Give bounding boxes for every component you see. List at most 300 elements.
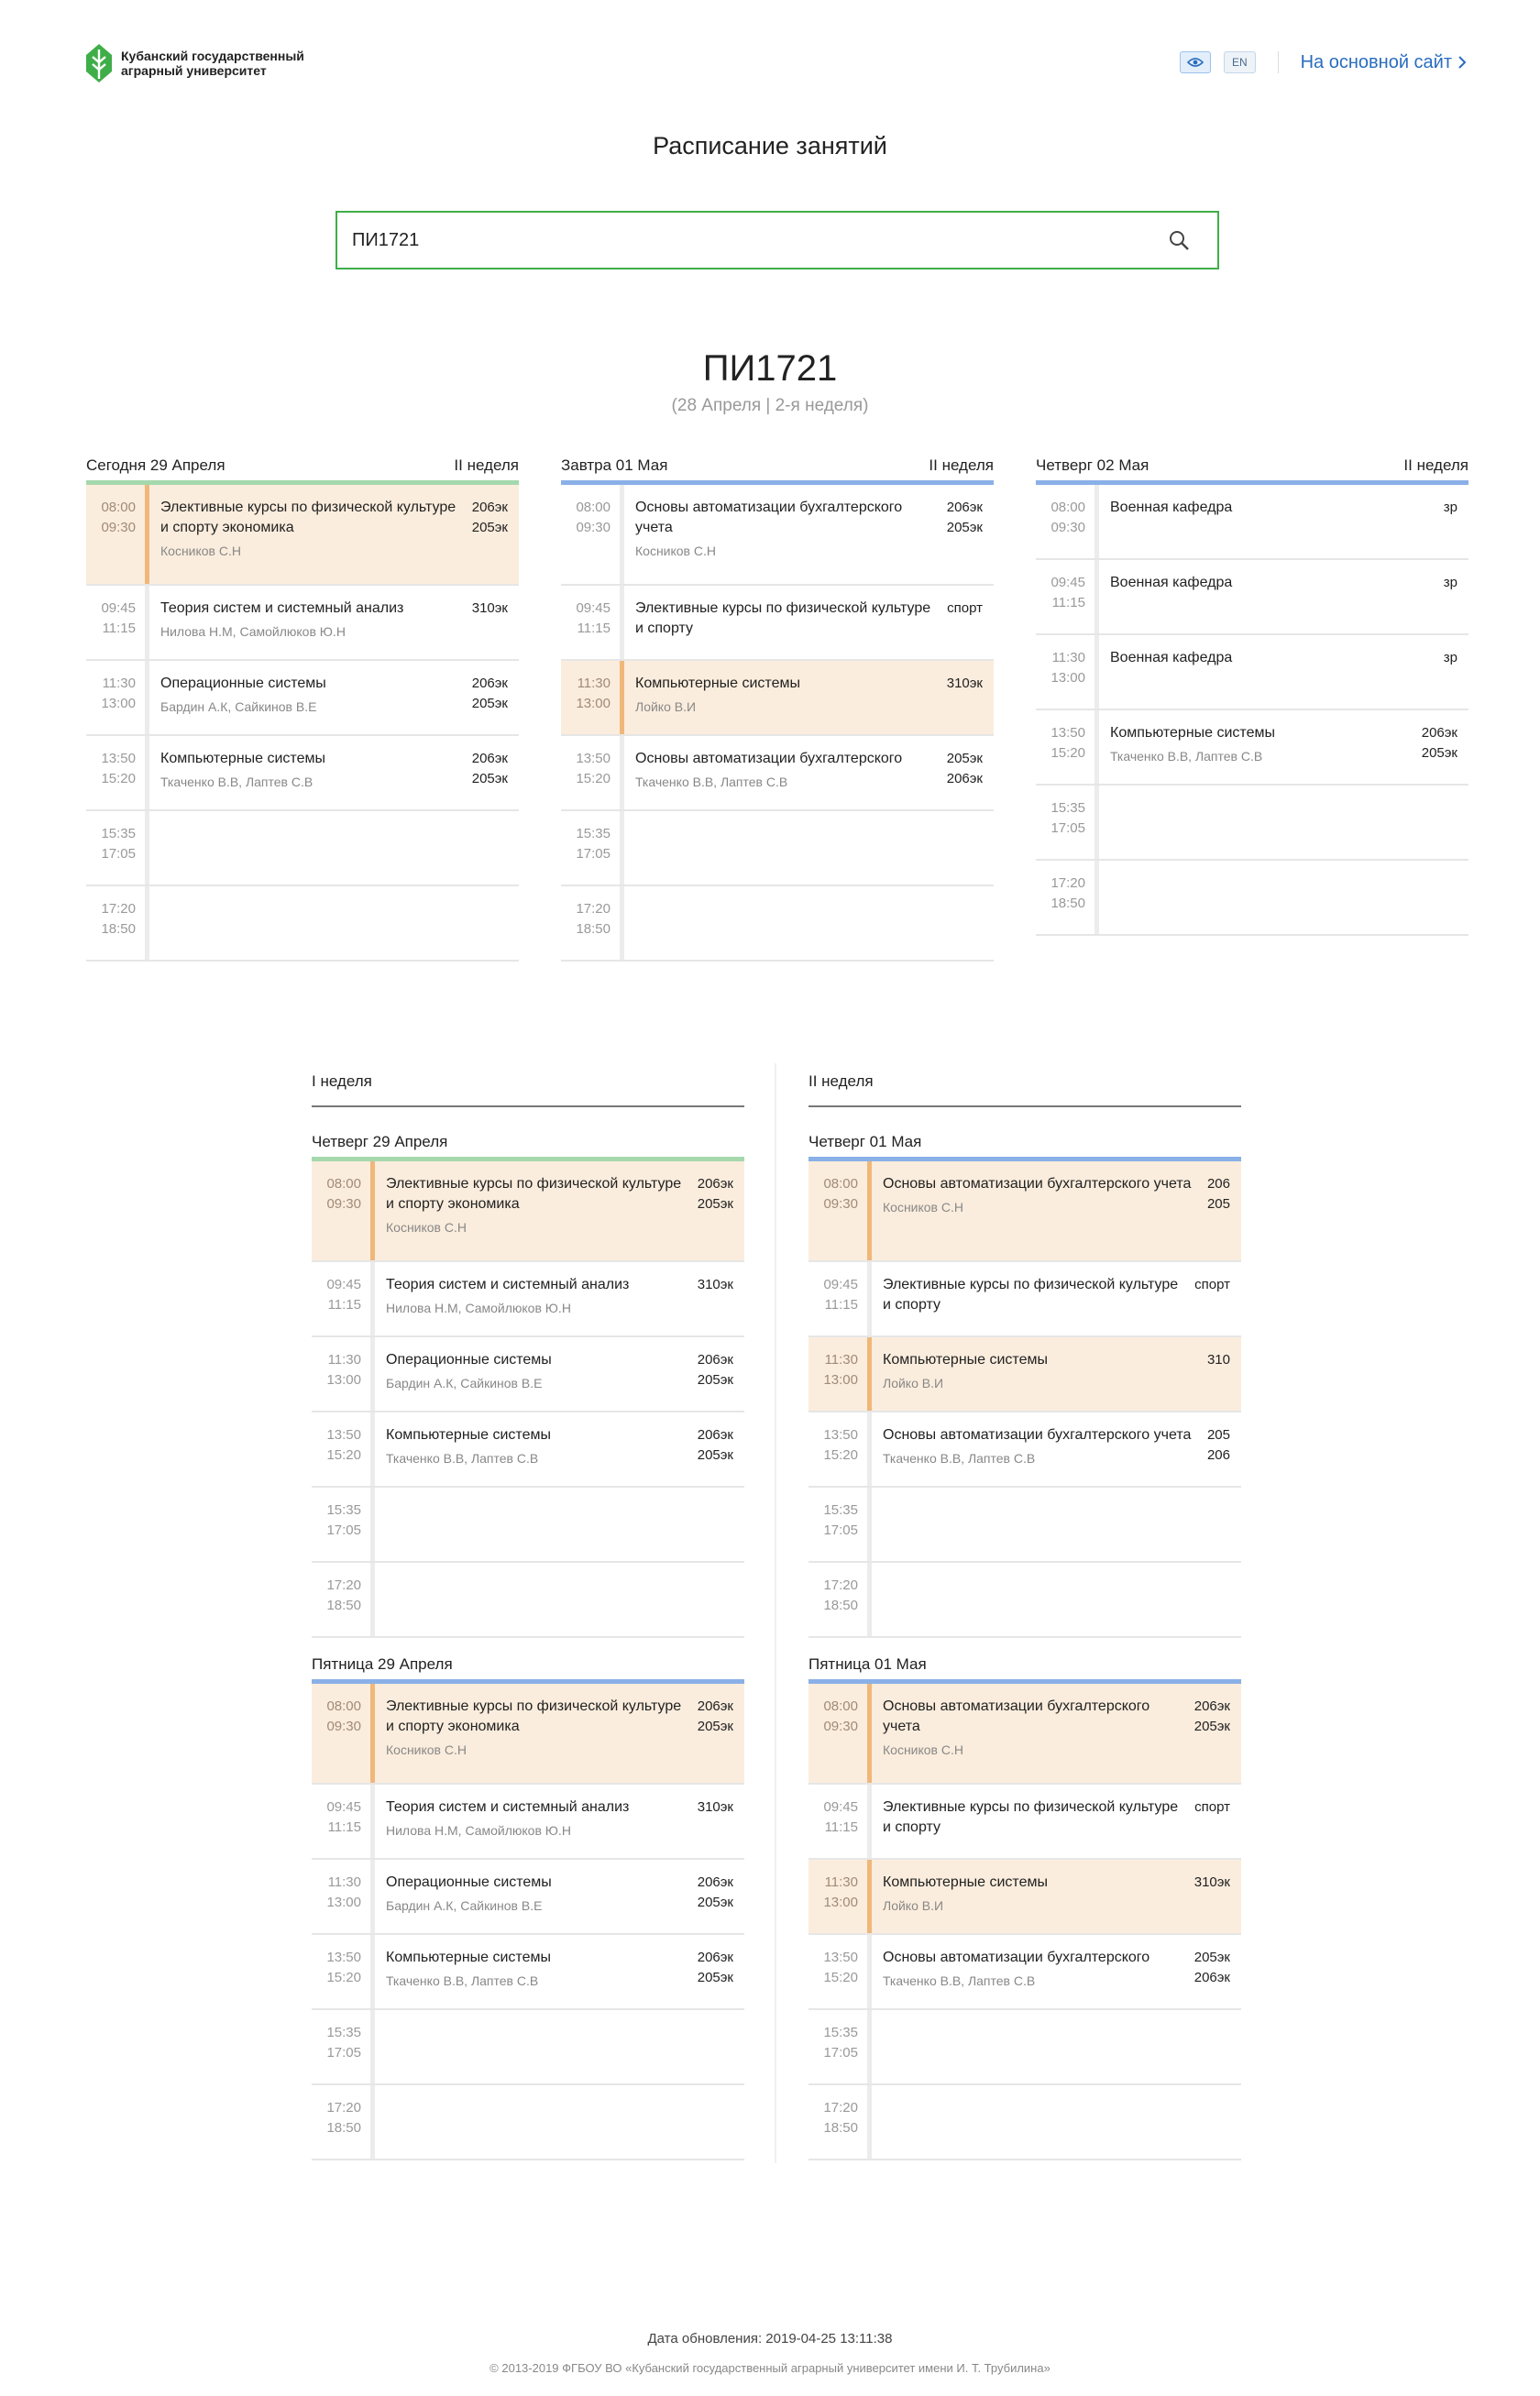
lesson-time: [808, 1684, 867, 1783]
lesson-start-time: 15:35: [823, 1502, 858, 1518]
lesson-content: [375, 1563, 744, 1636]
lesson-start-time: 13:50: [823, 1427, 858, 1443]
lesson-row: [312, 1337, 744, 1412]
lesson-row: [1036, 635, 1468, 710]
lesson-content: [1099, 861, 1468, 934]
empty-lesson-row: [86, 886, 519, 962]
lesson-subject: Компьютерные системы: [635, 676, 800, 691]
lesson-content: [149, 886, 519, 960]
lesson-rooms: 206эк 205эк: [1421, 725, 1458, 761]
lesson-time: [561, 661, 620, 734]
lesson-content: [1099, 786, 1468, 859]
lesson-rooms: 206эк 205эк: [697, 1874, 733, 1910]
lesson-time: [1036, 786, 1094, 859]
empty-lesson-row: [561, 811, 994, 886]
lesson-start-time: 15:35: [576, 826, 610, 841]
lesson-start-time: 08:00: [326, 1698, 361, 1714]
lesson-teacher: Лойко В.И: [883, 1376, 944, 1390]
chevron-right-icon: [1458, 55, 1467, 70]
lesson-time: [808, 1860, 867, 1933]
lesson-content: [872, 1860, 1194, 1933]
lesson-teacher: Косников С.Н: [386, 1742, 467, 1757]
lesson-row: [808, 1860, 1241, 1935]
day-schedule: [808, 1654, 1241, 2160]
lesson-content: [375, 1412, 698, 1486]
lesson-time: [808, 1412, 867, 1486]
lesson-start-time: 17:20: [823, 2100, 858, 2116]
lesson-content: [375, 1860, 698, 1933]
day-header: [808, 1654, 1241, 1679]
lesson-start-time: 11:30: [327, 1352, 361, 1368]
lesson-start-time: 09:45: [101, 600, 136, 616]
lesson-time: [312, 1412, 370, 1486]
day-title: Сегодня 29 Апреля: [86, 456, 226, 474]
lesson-teacher: Косников С.Н: [635, 544, 716, 558]
lesson-time: [86, 661, 145, 734]
lesson-row: [808, 1337, 1241, 1412]
lesson-teacher: Нилова Н.М, Самойлюков Ю.Н: [386, 1301, 571, 1315]
lesson-start-time: 17:20: [326, 1577, 361, 1593]
lesson-time: [808, 1488, 867, 1561]
lesson-subject: Основы автоматизации бухгалтерского учета: [883, 1176, 1192, 1192]
lesson-end-time: 17:05: [823, 2045, 858, 2061]
day-week-label: II неделя: [929, 456, 994, 474]
lesson-row: [808, 1262, 1241, 1337]
search-box: [336, 211, 1219, 269]
lesson-end-time: 18:50: [823, 2120, 858, 2136]
lesson-content: [872, 1262, 1194, 1335]
week-underline: [808, 1105, 1241, 1107]
lesson-subject: Элективные курсы по физической культуре и спорту экономика: [160, 500, 456, 535]
lesson-end-time: 09:30: [823, 1196, 858, 1212]
lesson-start-time: 17:20: [101, 901, 136, 917]
lesson-subject: Военная кафедра: [1110, 575, 1233, 590]
lesson-row: [1036, 710, 1468, 786]
lesson-teacher: Бардин А.К, Сайкинов В.Е: [386, 1376, 543, 1390]
lesson-start-time: 08:00: [576, 500, 610, 515]
lesson-end-time: 17:05: [326, 1522, 361, 1538]
lesson-row: [312, 1262, 744, 1337]
lesson-start-time: 17:20: [1050, 875, 1085, 891]
day-header: [312, 1131, 744, 1157]
lesson-time: [312, 1337, 370, 1411]
lesson-time: [808, 2010, 867, 2083]
lesson-start-time: 15:35: [101, 826, 136, 841]
lesson-end-time: 17:05: [823, 1522, 858, 1538]
lesson-content: [375, 1684, 698, 1783]
lesson-row: [561, 485, 994, 586]
lesson-start-time: 08:00: [823, 1698, 858, 1714]
lesson-rooms: 205эк 206эк: [1194, 1950, 1230, 1985]
lesson-subject: Элективные курсы по физической культуре и спорту: [883, 1277, 1179, 1313]
lesson-content: [872, 1161, 1207, 1260]
lesson-start-time: 15:35: [823, 2025, 858, 2040]
lesson-row: [86, 485, 519, 586]
logo-line-2: аграрный университет: [121, 63, 267, 78]
lesson-subject: Компьютерные системы: [883, 1874, 1048, 1890]
lesson-end-time: 13:00: [823, 1895, 858, 1910]
lesson-row: [86, 586, 519, 661]
lesson-rooms: спорт: [1194, 1799, 1230, 1815]
day-schedule: [312, 1131, 744, 1638]
day-title: Четверг 01 Мая: [808, 1133, 922, 1150]
lesson-content: [1099, 710, 1422, 784]
lesson-time: [561, 886, 620, 960]
lesson-time: [561, 736, 620, 809]
lesson-time: [561, 586, 620, 659]
lesson-end-time: 15:20: [326, 1447, 361, 1463]
lesson-time: [86, 811, 145, 885]
lesson-end-time: 17:05: [1050, 820, 1085, 836]
day-schedule: [86, 455, 519, 962]
lesson-content: [1099, 635, 1444, 709]
group-subtitle: (28 Апреля | 2-я неделя): [671, 396, 869, 415]
lesson-start-time: 09:45: [1050, 575, 1085, 590]
main-site-link[interactable]: [1301, 52, 1467, 73]
lesson-teacher: Ткаченко В.В, Лаптев С.В: [386, 1451, 539, 1466]
day-schedule: [1036, 455, 1468, 936]
lesson-row: [1036, 485, 1468, 560]
lesson-content: [149, 661, 472, 734]
lesson-content: [375, 2085, 744, 2159]
lesson-time: [312, 2085, 370, 2159]
lesson-time: [808, 1262, 867, 1335]
lesson-row: [808, 1684, 1241, 1785]
lesson-row: [808, 1785, 1241, 1860]
lesson-teacher: Лойко В.И: [635, 699, 697, 714]
lesson-end-time: 18:50: [576, 921, 610, 937]
lesson-rooms: 205 206: [1206, 1427, 1230, 1463]
day-header: [312, 1654, 744, 1679]
lesson-start-time: 09:45: [326, 1799, 361, 1815]
lesson-start-time: 13:50: [576, 751, 610, 766]
lesson-content: [149, 811, 519, 885]
lesson-start-time: 08:00: [1050, 500, 1085, 515]
lesson-time: [808, 1337, 867, 1411]
empty-lesson-row: [808, 2085, 1241, 2160]
lesson-content: [375, 1161, 698, 1260]
page-title: Расписание занятий: [653, 132, 887, 159]
lesson-start-time: 11:30: [577, 676, 610, 691]
lesson-time: [312, 1684, 370, 1783]
lesson-end-time: 15:20: [576, 771, 610, 786]
logo-line-1: Кубанский государственный: [121, 49, 304, 63]
week-label: II неделя: [808, 1072, 874, 1090]
empty-lesson-row: [312, 2010, 744, 2085]
lesson-teacher: Косников С.Н: [386, 1220, 467, 1235]
lesson-end-time: 15:20: [1050, 745, 1085, 761]
lesson-row: [561, 586, 994, 661]
lesson-end-time: 13:00: [101, 696, 136, 711]
lesson-content: [872, 1488, 1241, 1561]
lesson-content: [149, 485, 472, 584]
lesson-subject: Элективные курсы по физической культуре и спорту: [635, 600, 931, 636]
lesson-row: [86, 736, 519, 811]
lesson-rooms: 206эк 205эк: [697, 1427, 733, 1463]
day-week-label: II неделя: [1403, 456, 1468, 474]
lesson-rooms: зр: [1443, 500, 1458, 515]
lesson-content: [1099, 560, 1444, 633]
search-icon[interactable]: [1168, 229, 1190, 251]
lesson-end-time: 18:50: [326, 1598, 361, 1613]
lesson-time: [86, 485, 145, 584]
lesson-end-time: 15:20: [326, 1970, 361, 1985]
lesson-content: [149, 736, 472, 809]
empty-lesson-row: [86, 811, 519, 886]
lesson-content: [624, 886, 994, 960]
lesson-content: [624, 485, 947, 584]
lesson-end-time: 11:15: [327, 1297, 361, 1313]
lesson-row: [312, 1412, 744, 1488]
lesson-content: [375, 2010, 744, 2083]
lesson-content: [624, 736, 947, 809]
lesson-content: [872, 1935, 1194, 2008]
lesson-rooms: 206эк 205эк: [697, 1176, 733, 1212]
lesson-teacher: Бардин А.К, Сайкинов В.Е: [160, 699, 317, 714]
day-schedule: [312, 1654, 744, 2160]
empty-lesson-row: [312, 1563, 744, 1638]
lesson-content: [624, 661, 947, 734]
accessibility-button[interactable]: [1180, 51, 1211, 73]
lesson-content: [872, 1563, 1241, 1636]
lesson-content: [872, 1412, 1207, 1486]
day-title: Четверг 02 Мая: [1036, 456, 1150, 474]
lesson-content: [149, 586, 472, 659]
lesson-time: [808, 1935, 867, 2008]
leaf-logo-icon: [84, 42, 114, 84]
lesson-content: [872, 1684, 1194, 1783]
lesson-end-time: 18:50: [101, 921, 136, 937]
week-underline: [312, 1105, 744, 1107]
lesson-time: [312, 1563, 370, 1636]
lesson-time: [1036, 861, 1094, 934]
lesson-row: [312, 1935, 744, 2010]
lesson-row: [808, 1935, 1241, 2010]
lesson-time: [1036, 635, 1094, 709]
main-site-link-label: На основной сайт: [1300, 51, 1452, 72]
lesson-subject: Основы автоматизации бухгалтерского учета: [883, 1698, 1150, 1734]
lesson-time: [86, 586, 145, 659]
lesson-teacher: Нилова Н.М, Самойлюков Ю.Н: [386, 1823, 571, 1838]
lesson-start-time: 13:50: [326, 1950, 361, 1965]
copyright: © 2013-2019 ФГБОУ ВО «Кубанский государственный аграрный университет имени И. Т. Трубилина»: [490, 2361, 1050, 2375]
lesson-end-time: 11:15: [327, 1819, 361, 1835]
lesson-rooms: 206эк 205эк: [471, 500, 508, 535]
lesson-time: [312, 1161, 370, 1260]
lesson-subject: Элективные курсы по физической культуре и спорту экономика: [386, 1698, 682, 1734]
lesson-subject: Операционные системы: [386, 1874, 552, 1890]
lesson-end-time: 09:30: [823, 1719, 858, 1734]
day-header: [808, 1131, 1241, 1157]
lesson-start-time: 17:20: [576, 901, 610, 917]
lesson-subject: Элективные курсы по физической культуре и спорту: [883, 1799, 1179, 1835]
lesson-row: [312, 1785, 744, 1860]
lesson-time: [312, 1860, 370, 1933]
day-title: Пятница 01 Мая: [808, 1655, 927, 1673]
lesson-content: [1099, 485, 1444, 558]
lesson-end-time: 09:30: [326, 1719, 361, 1734]
empty-lesson-row: [1036, 786, 1468, 861]
language-switch-button[interactable]: EN: [1224, 51, 1256, 73]
update-date: Дата обновления: 2019-04-25 13:11:38: [647, 2331, 893, 2347]
lesson-time: [808, 1563, 867, 1636]
lesson-start-time: 09:45: [823, 1799, 858, 1815]
lesson-row: [1036, 560, 1468, 635]
lesson-teacher: Ткаченко В.В, Лаптев С.В: [883, 1451, 1036, 1466]
day-header: [86, 455, 519, 480]
lesson-end-time: 11:15: [577, 621, 610, 636]
lesson-content: [375, 1488, 744, 1561]
lesson-row: [808, 1161, 1241, 1262]
lesson-subject: Операционные системы: [386, 1352, 552, 1368]
group-title: ПИ1721: [702, 348, 838, 389]
lesson-row: [86, 661, 519, 736]
lesson-subject: Теория систем и системный анализ: [386, 1277, 630, 1292]
lesson-time: [312, 1785, 370, 1858]
lesson-teacher: Косников С.Н: [160, 544, 241, 558]
day-schedule: [808, 1131, 1241, 1638]
lesson-content: [375, 1935, 698, 2008]
lesson-teacher: Ткаченко В.В, Лаптев С.В: [386, 1973, 539, 1988]
lesson-rooms: 310эк: [1194, 1874, 1230, 1890]
lesson-time: [86, 886, 145, 960]
lesson-content: [375, 1785, 698, 1858]
lesson-start-time: 17:20: [823, 1577, 858, 1593]
lesson-rooms: 206эк 205эк: [471, 751, 508, 786]
lesson-rooms: 206эк 205эк: [471, 676, 508, 711]
lesson-end-time: 18:50: [326, 2120, 361, 2136]
day-header: [561, 455, 994, 480]
lesson-content: [375, 1337, 698, 1411]
lesson-end-time: 15:20: [823, 1970, 858, 1985]
lesson-rooms: спорт: [1194, 1277, 1230, 1292]
lesson-subject: Элективные курсы по физической культуре и спорту экономика: [386, 1176, 682, 1212]
lesson-subject: Основы автоматизации бухгалтерского: [883, 1950, 1150, 1965]
lesson-start-time: 13:50: [823, 1950, 858, 1965]
lesson-row: [561, 661, 994, 736]
empty-lesson-row: [312, 2085, 744, 2160]
lesson-rooms: зр: [1443, 650, 1458, 665]
lesson-time: [312, 2010, 370, 2083]
lesson-subject: Операционные системы: [160, 676, 326, 691]
empty-lesson-row: [808, 1488, 1241, 1563]
lesson-subject: Компьютерные системы: [883, 1352, 1048, 1368]
lesson-rooms: 206эк 205эк: [1194, 1698, 1230, 1734]
lesson-content: [872, 2085, 1241, 2159]
search-input[interactable]: [352, 230, 1168, 251]
lesson-row: [312, 1684, 744, 1785]
lesson-subject: Основы автоматизации бухгалтерского учета: [883, 1427, 1192, 1443]
lesson-content: [624, 811, 994, 885]
lesson-end-time: 15:20: [823, 1447, 858, 1463]
lesson-subject: Компьютерные системы: [160, 751, 325, 766]
lesson-rooms: 206эк 205эк: [697, 1698, 733, 1734]
lesson-rooms: 206эк 205эк: [946, 500, 983, 535]
lesson-teacher: Ткаченко В.В, Лаптев С.В: [160, 775, 314, 789]
lesson-rooms: 310эк: [946, 676, 983, 691]
empty-lesson-row: [312, 1488, 744, 1563]
lesson-start-time: 13:50: [326, 1427, 361, 1443]
day-title: Четверг 29 Апреля: [312, 1133, 448, 1150]
lesson-end-time: 11:15: [1051, 595, 1085, 610]
lesson-rooms: 206эк 205эк: [697, 1352, 733, 1388]
lesson-end-time: 18:50: [823, 1598, 858, 1613]
lesson-end-time: 11:15: [824, 1297, 858, 1313]
lesson-time: [1036, 710, 1094, 784]
lesson-subject: Основы автоматизации бухгалтерского учета: [635, 500, 903, 535]
lesson-subject: Военная кафедра: [1110, 650, 1233, 665]
lesson-subject: Военная кафедра: [1110, 500, 1233, 515]
lesson-end-time: 13:00: [823, 1372, 858, 1388]
lesson-time: [808, 1161, 867, 1260]
week-label: I неделя: [312, 1072, 372, 1090]
lesson-time: [86, 736, 145, 809]
lesson-start-time: 11:30: [824, 1352, 858, 1368]
lesson-start-time: 13:50: [101, 751, 136, 766]
lesson-end-time: 17:05: [576, 846, 610, 862]
lesson-start-time: 08:00: [326, 1176, 361, 1192]
lesson-teacher: Лойко В.И: [883, 1898, 944, 1913]
lesson-rooms: 310эк: [697, 1799, 733, 1815]
lesson-end-time: 13:00: [576, 696, 610, 711]
lesson-teacher: Ткаченко В.В, Лаптев С.В: [883, 1973, 1036, 1988]
lesson-content: [872, 1337, 1207, 1411]
lesson-rooms: спорт: [947, 600, 983, 616]
lesson-start-time: 09:45: [326, 1277, 361, 1292]
eye-icon: [1187, 57, 1204, 68]
lesson-time: [1036, 560, 1094, 633]
empty-lesson-row: [1036, 861, 1468, 936]
lesson-subject: Теория систем и системный анализ: [386, 1799, 630, 1815]
lesson-teacher: Бардин А.К, Сайкинов В.Е: [386, 1898, 543, 1913]
lesson-start-time: 11:30: [102, 676, 136, 691]
lesson-subject: Основы автоматизации бухгалтерского: [635, 751, 903, 766]
lesson-teacher: Косников С.Н: [883, 1742, 963, 1757]
lesson-end-time: 13:00: [326, 1895, 361, 1910]
lesson-rooms: 206 205: [1206, 1176, 1230, 1212]
lesson-end-time: 15:20: [101, 771, 136, 786]
lesson-start-time: 15:35: [326, 1502, 361, 1518]
day-week-label: II неделя: [454, 456, 519, 474]
lesson-end-time: 17:05: [101, 846, 136, 862]
lesson-start-time: 15:35: [326, 2025, 361, 2040]
lesson-time: [808, 2085, 867, 2159]
lesson-end-time: 09:30: [1050, 520, 1085, 535]
university-logo[interactable]: [84, 42, 304, 84]
empty-lesson-row: [561, 886, 994, 962]
lesson-time: [312, 1262, 370, 1335]
lesson-start-time: 08:00: [823, 1176, 858, 1192]
lesson-start-time: 09:45: [823, 1277, 858, 1292]
lesson-teacher: Ткаченко В.В, Лаптев С.В: [1110, 749, 1263, 764]
lesson-start-time: 11:30: [824, 1874, 858, 1890]
empty-lesson-row: [808, 1563, 1241, 1638]
header-divider: [1278, 51, 1279, 73]
weeks-divider: [775, 1063, 776, 2163]
lesson-rooms: зр: [1443, 575, 1458, 590]
lesson-end-time: 18:50: [1050, 896, 1085, 911]
lesson-content: [872, 1785, 1194, 1858]
lesson-start-time: 09:45: [576, 600, 610, 616]
lesson-subject: Компьютерные системы: [386, 1427, 551, 1443]
day-schedule: [561, 455, 994, 962]
lesson-end-time: 09:30: [326, 1196, 361, 1212]
lesson-content: [375, 1262, 698, 1335]
lesson-teacher: Нилова Н.М, Самойлюков Ю.Н: [160, 624, 346, 639]
lesson-start-time: 17:20: [326, 2100, 361, 2116]
lesson-rooms: 205эк 206эк: [946, 751, 983, 786]
lesson-time: [561, 811, 620, 885]
